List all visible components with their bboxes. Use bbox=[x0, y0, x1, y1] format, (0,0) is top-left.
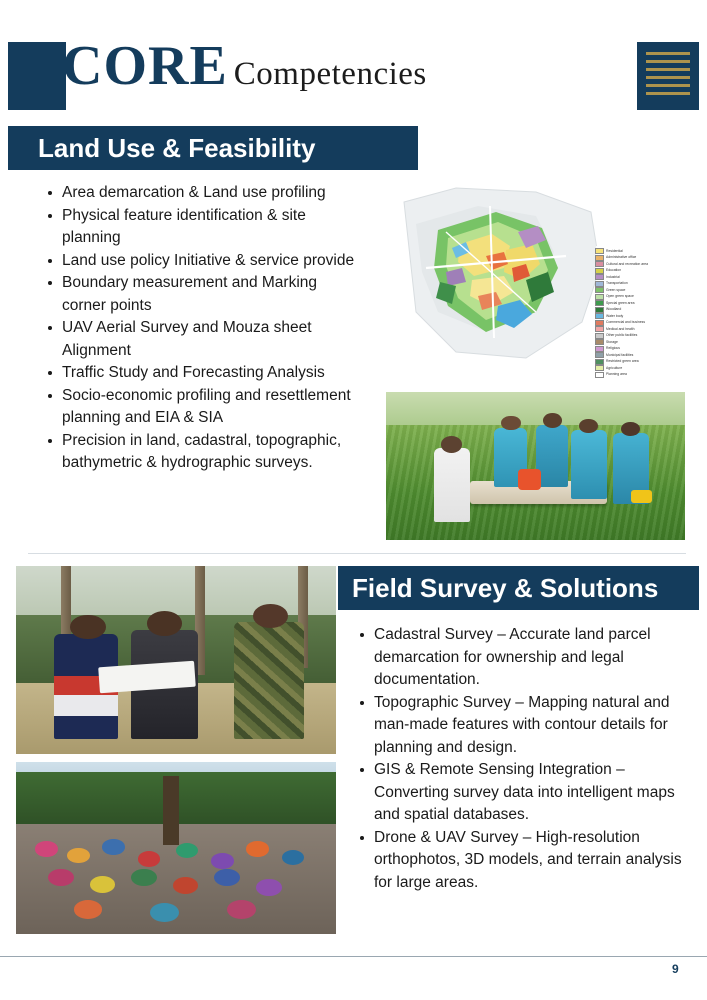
legend-swatch bbox=[595, 320, 604, 326]
header-right-accent-block bbox=[637, 42, 699, 110]
list-item bbox=[356, 692, 686, 760]
legend-label: Transportation bbox=[606, 281, 628, 286]
community-gathering-photo-scene bbox=[16, 762, 336, 934]
legend-label: Medical and health bbox=[606, 326, 635, 331]
legend-row bbox=[595, 352, 681, 358]
legend-label: Religious bbox=[606, 346, 620, 351]
legend-swatch bbox=[595, 352, 604, 358]
page-title-main: CORE bbox=[62, 35, 228, 97]
legend-swatch bbox=[595, 300, 604, 306]
header-left-accent-block bbox=[8, 42, 66, 110]
legend-label: Storage bbox=[606, 339, 618, 344]
legend-swatch bbox=[595, 268, 604, 274]
page-number: 9 bbox=[672, 962, 679, 976]
legend-swatch bbox=[595, 365, 604, 371]
legend-row bbox=[595, 346, 681, 352]
land-use-bullet-list bbox=[44, 182, 364, 475]
legend-label: Commercial and business bbox=[606, 320, 646, 325]
page-title-sub: Competencies bbox=[233, 56, 427, 92]
list-item-text: Boundary measurement and Marking corner points bbox=[62, 274, 318, 314]
list-item-text: Cadastral Survey – Accurate land parcel demarcation for ownership and legal documentation. bbox=[374, 626, 651, 688]
section-title-field-survey: Field Survey & Solutions bbox=[352, 572, 659, 603]
legend-swatch bbox=[595, 359, 604, 365]
section-title-land-use: Land Use & Feasibility bbox=[38, 132, 316, 163]
page-title bbox=[62, 35, 427, 97]
legend-swatch bbox=[595, 307, 604, 313]
footer-divider bbox=[0, 956, 707, 957]
list-item-text: Socio-economic profiling and resettlement planning and EIA & SIA bbox=[62, 386, 351, 426]
section-band-land-use bbox=[8, 126, 418, 170]
list-item bbox=[44, 205, 364, 250]
list-item-text: GIS & Remote Sensing Integration – Converting survey data into intelligent maps and spatial databases. bbox=[374, 761, 675, 823]
legend-row bbox=[595, 268, 681, 274]
legend-label: Open green space bbox=[606, 294, 634, 299]
list-item-text: Land use policy Initiative & service provide bbox=[62, 251, 355, 269]
stripes-icon bbox=[646, 52, 690, 100]
legend-row bbox=[595, 261, 681, 267]
list-item-text: Topographic Survey – Mapping natural and man-made features with contour details for planning and design. bbox=[374, 693, 670, 756]
legend-swatch bbox=[595, 294, 604, 300]
legend-label: Woodland bbox=[606, 307, 622, 312]
legend-row bbox=[595, 313, 681, 319]
legend-row bbox=[595, 294, 681, 300]
page-header bbox=[0, 35, 707, 110]
list-item bbox=[44, 272, 364, 317]
list-item-text: Traffic Study and Forecasting Analysis bbox=[62, 364, 325, 381]
legend-label: Special green area bbox=[606, 300, 635, 305]
legend-row bbox=[595, 255, 681, 261]
list-item bbox=[44, 317, 364, 362]
legend-label: Cultural and recreation area bbox=[606, 261, 649, 266]
list-item-text: UAV Aerial Survey and Mouza sheet Alignment bbox=[62, 319, 312, 359]
legend-label: Green space bbox=[606, 287, 626, 292]
legend-label: Restricted green area bbox=[606, 359, 639, 364]
list-item bbox=[44, 385, 364, 430]
list-item bbox=[44, 250, 364, 273]
legend-row bbox=[595, 333, 681, 339]
legend-swatch bbox=[595, 261, 604, 267]
legend-label: Education bbox=[606, 268, 622, 273]
section-band-field-survey bbox=[338, 566, 699, 610]
legend-row bbox=[595, 359, 681, 365]
legend-row bbox=[595, 281, 681, 287]
community-gathering-photo bbox=[16, 762, 336, 934]
legend-label: Municipal facilities bbox=[606, 352, 634, 357]
legend-label: Planning area bbox=[606, 372, 627, 377]
land-use-zoning-map bbox=[386, 172, 685, 384]
legend-swatch bbox=[595, 248, 604, 254]
list-item-text: Physical feature identification & site planning bbox=[62, 206, 306, 246]
field-team-photo bbox=[386, 392, 685, 540]
legend-swatch bbox=[595, 346, 604, 352]
legend-row bbox=[595, 300, 681, 306]
map-legend bbox=[595, 248, 681, 378]
legend-label: Industrial bbox=[606, 274, 620, 279]
legend-row bbox=[595, 274, 681, 280]
legend-swatch bbox=[595, 287, 604, 293]
list-item-text: Area demarcation & Land use profiling bbox=[62, 184, 326, 201]
legend-row bbox=[595, 365, 681, 371]
legend-swatch bbox=[595, 313, 604, 319]
legend-swatch bbox=[595, 339, 604, 345]
list-item bbox=[356, 624, 686, 692]
field-team-photo-scene bbox=[386, 392, 685, 540]
legend-row bbox=[595, 339, 681, 345]
legend-swatch bbox=[595, 281, 604, 287]
list-item-text: Precision in land, cadastral, topographic, bathymetric & hydrographic surveys. bbox=[62, 431, 342, 471]
legend-swatch bbox=[595, 255, 604, 261]
legend-row bbox=[595, 287, 681, 293]
legend-row bbox=[595, 372, 681, 378]
legend-row bbox=[595, 326, 681, 332]
legend-swatch bbox=[595, 326, 604, 332]
legend-swatch bbox=[595, 274, 604, 280]
students-survey-photo-scene bbox=[16, 566, 336, 754]
list-item bbox=[44, 362, 364, 385]
list-item bbox=[44, 182, 364, 205]
list-item bbox=[356, 827, 686, 895]
legend-label: Agriculture bbox=[606, 365, 623, 370]
field-survey-bullet-list bbox=[356, 624, 686, 894]
legend-row bbox=[595, 307, 681, 313]
legend-label: Water body bbox=[606, 313, 624, 318]
legend-row bbox=[595, 320, 681, 326]
legend-label: Residential bbox=[606, 248, 623, 253]
legend-swatch bbox=[595, 372, 604, 378]
legend-label: Other public facilities bbox=[606, 333, 638, 338]
list-item bbox=[356, 759, 686, 827]
legend-row bbox=[595, 248, 681, 254]
legend-label: Administrative office bbox=[606, 255, 637, 260]
list-item-text: Drone & UAV Survey – High-resolution orthophotos, 3D models, and terrain analysis for large areas. bbox=[374, 828, 682, 891]
legend-swatch bbox=[595, 333, 604, 339]
students-survey-photo bbox=[16, 566, 336, 754]
section-divider bbox=[28, 553, 686, 554]
list-item bbox=[44, 430, 364, 475]
